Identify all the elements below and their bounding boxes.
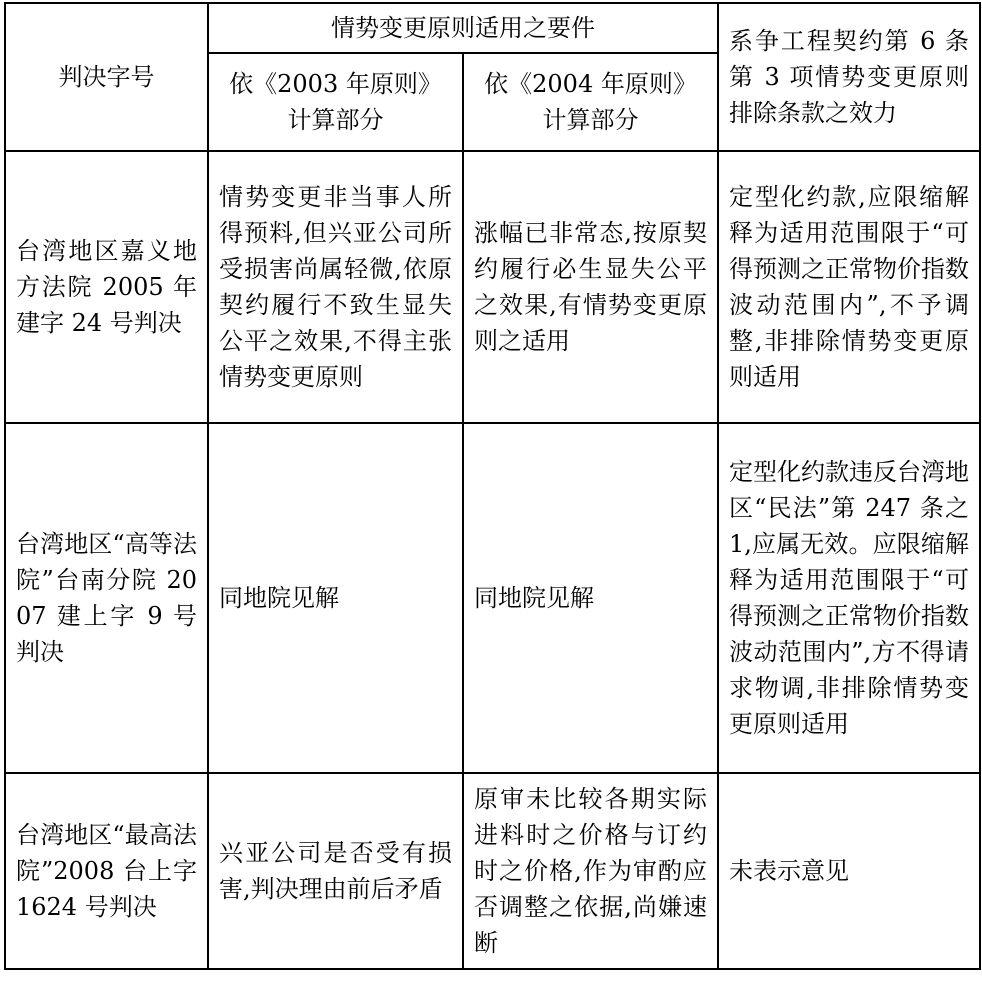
header-2004-principle: 依《2004 年原则》计算部分	[463, 53, 718, 151]
requirement-2004-cell: 原审未比较各期实际进料时之价格与订约时之价格,作为审酌应否调整之依据,尚嫌速断	[463, 773, 718, 969]
header-case-number: 判决字号	[5, 3, 208, 151]
judgment-comparison-table	[4, 2, 981, 970]
requirement-2003-cell: 情势变更非当事人所得预料,但兴亚公司所受损害尚属轻微,依原契约履行不致生显失公平之效果,不得主张情势变更原则	[208, 151, 463, 423]
clause-effect-cell: 定型化约款,应限缩解释为适用范围限于“可得预测之正常物价指数波动范围内”,不予调整,非排除情势变更原则适用	[718, 151, 980, 423]
header-2003-principle: 依《2003 年原则》计算部分	[208, 53, 463, 151]
case-number-cell: 台湾地区嘉义地方法院 2005 年建字 24 号判决	[5, 151, 208, 423]
requirement-2003-cell: 兴亚公司是否受有损害,判决理由前后矛盾	[208, 773, 463, 969]
requirement-2004-cell: 涨幅已非常态,按原契约履行必生显失公平之效果,有情势变更原则之适用	[463, 151, 718, 423]
table-row	[5, 151, 980, 423]
requirement-2004-cell: 同地院见解	[463, 423, 718, 773]
clause-effect-cell: 定型化约款违反台湾地区“民法”第 247 条之 1,应属无效。应限缩解释为适用范围限于“可得预测之正常物价指数波动范围内”,方不得请求物调,非排除情势变更原则适用	[718, 423, 980, 773]
requirement-2003-cell: 同地院见解	[208, 423, 463, 773]
table-row	[5, 423, 980, 773]
header-requirements-group: 情势变更原则适用之要件	[208, 3, 718, 53]
header-clause-effect: 系争工程契约第 6 条第 3 项情势变更原则排除条款之效力	[718, 3, 980, 151]
table-row	[5, 773, 980, 969]
case-number-cell: 台湾地区“高等法院”台南分院 2007 建上字 9 号判决	[5, 423, 208, 773]
clause-effect-cell: 未表示意见	[718, 773, 980, 969]
case-number-cell: 台湾地区“最高法院”2008 台上字 1624 号判决	[5, 773, 208, 969]
